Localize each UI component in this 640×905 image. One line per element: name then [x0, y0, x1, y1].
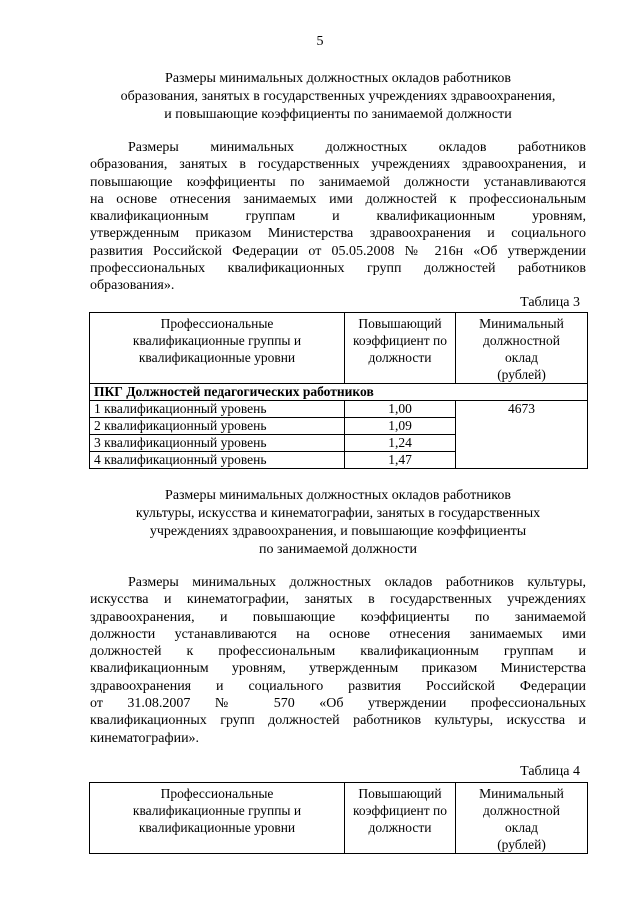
- salary-cell: 4673: [456, 401, 588, 469]
- paragraph-line: образования, занятых в государственных учреждениях здравоохранения, и: [90, 157, 586, 173]
- heading-line: культуры, искусства и кинематографии, занятых в государственных: [135, 506, 541, 521]
- header-cell-salary: Минимальный должностной оклад (рублей): [456, 313, 588, 384]
- section2-paragraph: [90, 574, 586, 747]
- coefficient-cell: 1,00: [345, 401, 456, 418]
- section1-heading: [90, 70, 586, 124]
- table-header-row: [90, 313, 588, 384]
- heading-line: учреждениях здравоохранения, и повышающие коэффициенты: [149, 524, 527, 539]
- heading-line: образования, занятых в государственных учреждениях здравоохранения,: [120, 89, 556, 104]
- coefficient-cell: 1,24: [345, 435, 456, 452]
- table-group-row: [90, 384, 588, 401]
- section2-heading: [90, 487, 586, 559]
- paragraph-line: должности устанавливаются на основе отнесения занимаемых ими: [90, 626, 586, 642]
- paragraph-line: искусства и кинематографии, занятых в государственных учреждениях: [90, 592, 586, 608]
- table-row: [90, 401, 588, 418]
- level-cell: 4 квалификационный уровень: [90, 452, 345, 469]
- paragraph-line: квалификационным уровням, утвержденным приказом Министерства: [90, 661, 586, 677]
- table3: [89, 312, 588, 469]
- section1-paragraph: [90, 139, 586, 295]
- heading-line: Размеры минимальных должностных окладов работников: [165, 71, 511, 86]
- table3-caption: Таблица 3: [520, 295, 580, 310]
- paragraph-line: Размеры минимальных должностных окладов работников культуры,: [128, 575, 586, 590]
- header-cell-salary: Минимальный должностной оклад (рублей): [456, 783, 588, 854]
- paragraph-line: кинематографии».: [90, 730, 200, 746]
- table-header-row: [90, 783, 588, 854]
- level-cell: 2 квалификационный уровень: [90, 418, 345, 435]
- paragraph-line: квалификационным группам и квалификационным уровням,: [90, 209, 586, 225]
- header-cell-coefficient: Повышающий коэффициент по должности: [345, 313, 456, 384]
- heading-line: и повышающие коэффициенты по занимаемой должности: [164, 107, 512, 122]
- paragraph-line: утвержденным приказом Министерства здравоохранения и социального: [90, 226, 586, 242]
- heading-line: по занимаемой должности: [258, 542, 418, 557]
- level-cell: 3 квалификационный уровень: [90, 435, 345, 452]
- paragraph-line: здравоохранения и социального развития Российской Федерации: [90, 678, 586, 694]
- table4-caption: Таблица 4: [520, 764, 580, 779]
- coefficient-cell: 1,09: [345, 418, 456, 435]
- paragraph-line: квалификационных групп должностей работников культуры, искусства и: [90, 713, 586, 729]
- paragraph-line: должностей к профессиональным квалификационным группам и: [90, 644, 586, 660]
- paragraph-line: образования».: [90, 278, 175, 294]
- coefficient-cell: 1,47: [345, 452, 456, 469]
- table4: [89, 782, 588, 854]
- paragraph-line: на основе отнесения занимаемых ими должностей к профессиональным: [90, 191, 586, 207]
- paragraph-line: повышающие коэффициенты по занимаемой должности устанавливаются: [90, 174, 586, 190]
- header-cell-group: Профессиональные квалификационные группы и квалификационные уровни: [90, 783, 345, 854]
- header-cell-coefficient: Повышающий коэффициент по должности: [345, 783, 456, 854]
- paragraph-line: Размеры минимальных должностных окладов работников: [128, 140, 586, 155]
- header-cell-group: Профессиональные квалификационные группы и квалификационные уровни: [90, 313, 345, 384]
- level-cell: 1 квалификационный уровень: [90, 401, 345, 418]
- paragraph-line: от 31.08.2007 № 570 «Об утверждении профессиональных: [90, 696, 586, 712]
- paragraph-line: развития Российской Федерации от 05.05.2008 № 216н «Об утверждении: [90, 243, 586, 259]
- paragraph-line: профессиональных квалификационных групп должностей работников: [90, 261, 586, 277]
- heading-line: Размеры минимальных должностных окладов работников: [165, 488, 511, 503]
- page-number: 5: [316, 34, 324, 49]
- group-title: ПКГ Должностей педагогических работников: [90, 384, 588, 401]
- paragraph-line: здравоохранения, и повышающие коэффициенты по занимаемой: [90, 609, 586, 625]
